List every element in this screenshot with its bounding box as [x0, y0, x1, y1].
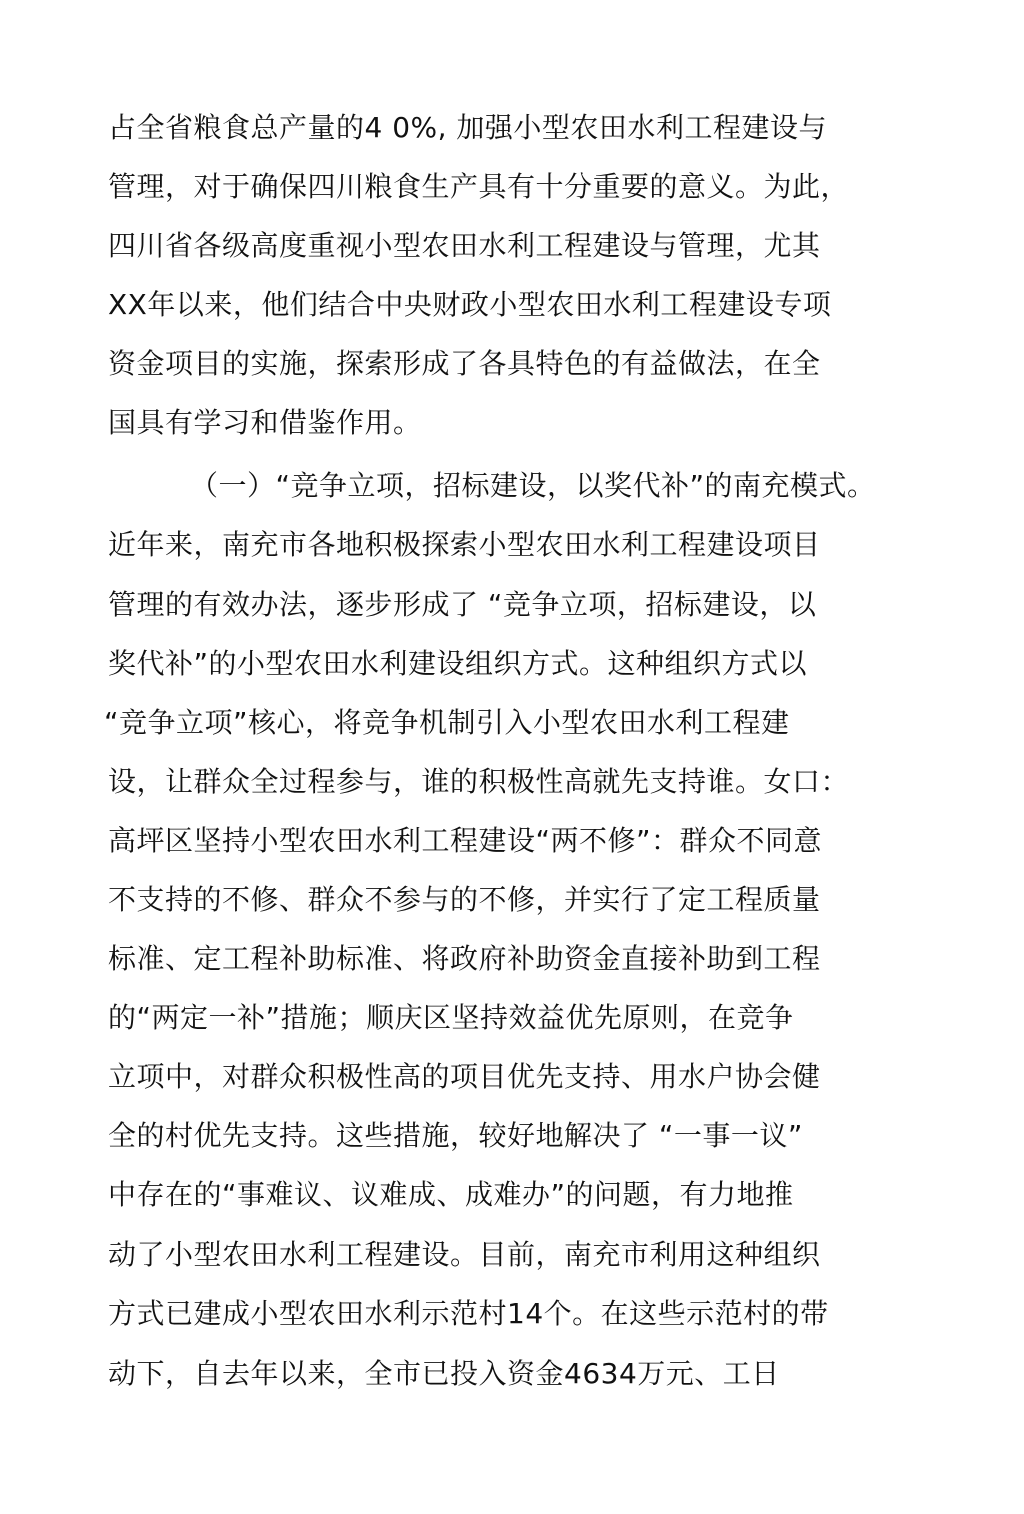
text-line: 设，让群众全过程参与，谁的积极性高就先支持谁。女口：: [108, 765, 850, 798]
text-line: 方式已建成小型农田水利示范村14个。在这些示范村的带: [108, 1297, 829, 1330]
section-heading: （一）“竞争立项，招标建设，以奖代补”的南充模式。: [190, 469, 876, 502]
text-line: 动了小型农田水利工程建设。目前，南充市利用这种组织: [108, 1238, 821, 1271]
text-line: 管理的有效办法，逐步形成了 “竞争立项，招标建设，以: [108, 588, 817, 621]
text-line: 奖代补”的小型农田水利建设组织方式。这种组织方式以: [108, 647, 808, 680]
text-line: 标准、定工程补助标准、将政府补助资金直接补助到工程: [108, 942, 821, 975]
text-line: 近年来，南充市各地积极探索小型农田水利工程建设项目: [108, 528, 821, 561]
text-line: “竞争立项”核心，将竞争机制引入小型农田水利工程建: [104, 706, 790, 739]
text-line: 不支持的不修、群众不参与的不修，并实行了定工程质量: [108, 883, 821, 916]
text-line: 占全省粮食总产量的4 0%, 加强小型农田水利工程建设与: [108, 111, 827, 144]
text-line: 四川省各级高度重视小型农田水利工程建设与管理，尤其: [108, 229, 821, 262]
text-line: 中存在的“事难议、议难成、成难办”的问题，有力地推: [108, 1178, 794, 1211]
text-line: 立项中，对群众积极性高的项目优先支持、用水户协会健: [108, 1060, 821, 1093]
text-line: 资金项目的实施，探索形成了各具特色的有益做法，在全: [108, 347, 821, 380]
text-line: 动下，自去年以来，全市已投入资金4634万元、工日: [108, 1357, 780, 1390]
text-line: XX年以来，他们结合中央财政小型农田水利工程建设专项: [108, 288, 832, 321]
text-line: 国具有学习和借鉴作用。: [108, 406, 422, 439]
text-line: 的“两定一补”措施；顺庆区坚持效益优先原则，在竞争: [108, 1001, 794, 1034]
text-line: 全的村优先支持。这些措施，较好地解决了 “一事一议”: [108, 1119, 803, 1152]
text-line: 管理，对于确保四川粮食生产具有十分重要的意义。为此，: [108, 170, 850, 203]
text-line: 高坪区坚持小型农田水利工程建设“两不修”：群众不同意: [108, 824, 823, 857]
